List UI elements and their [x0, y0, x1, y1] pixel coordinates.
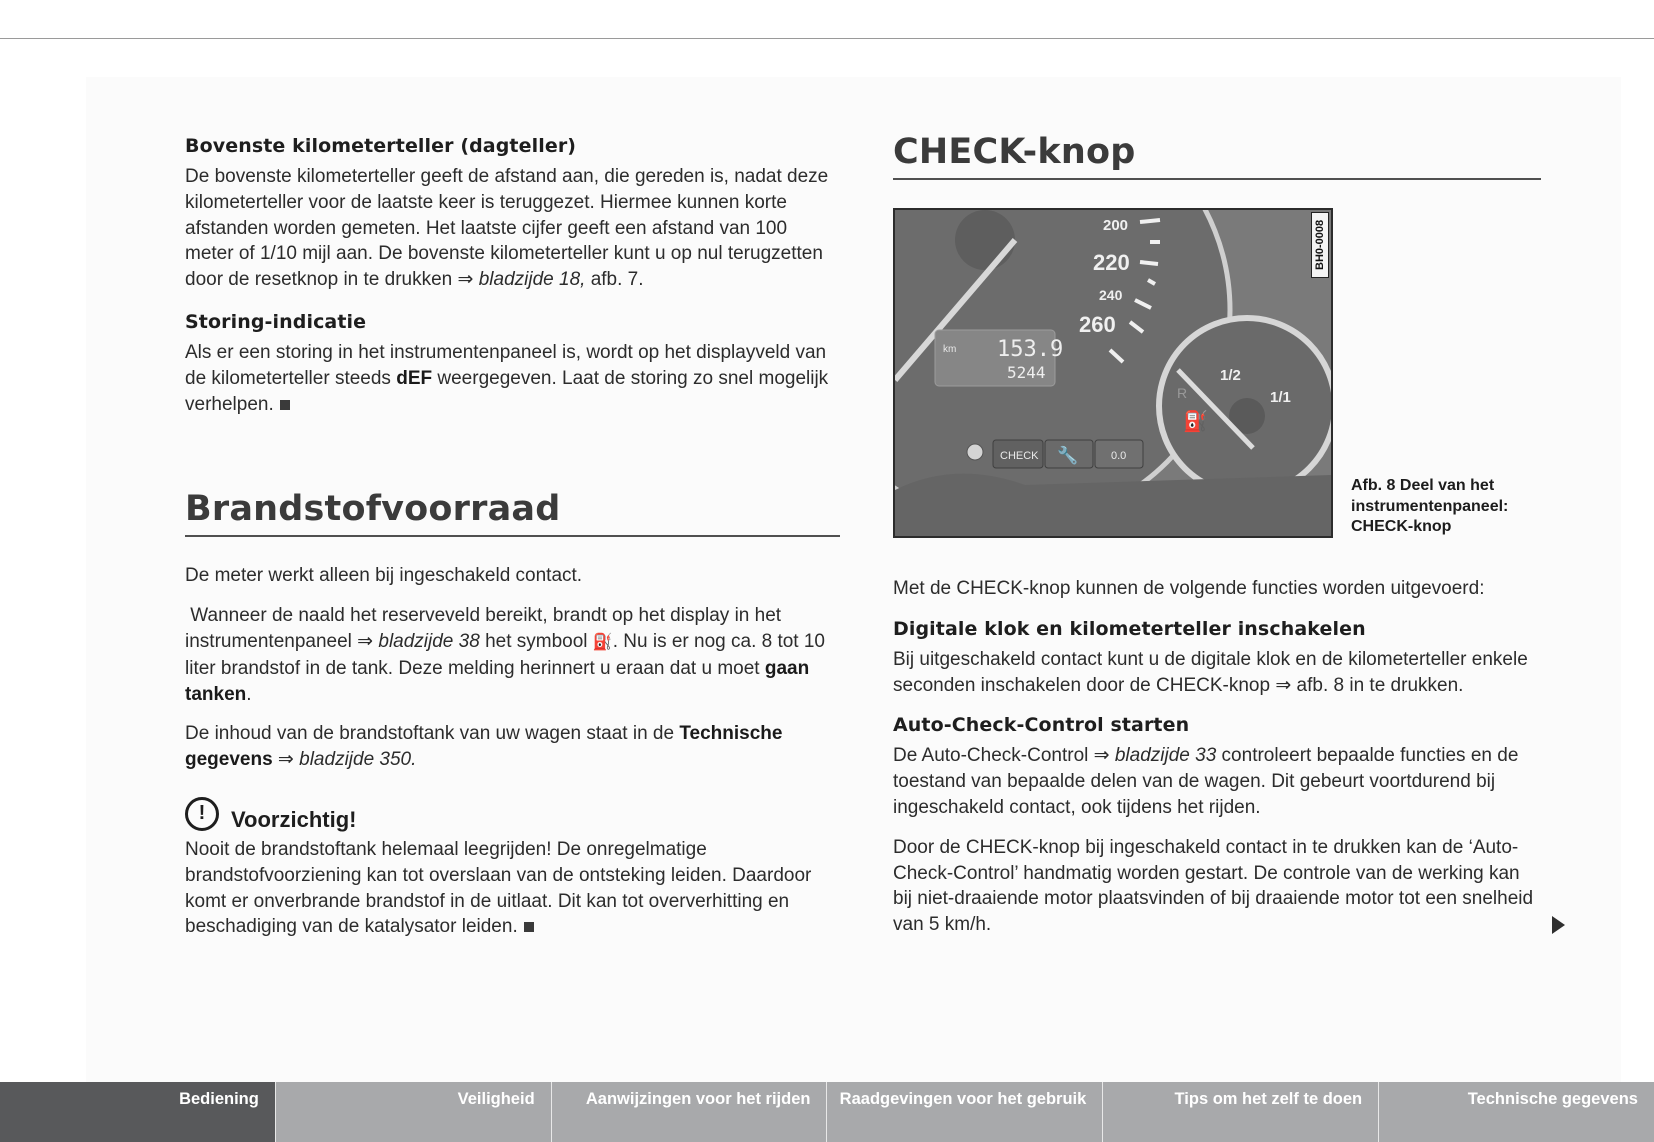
right-column — [893, 130, 1543, 938]
heading-auto-check: Auto-Check-Control starten — [893, 714, 1190, 737]
ref-arrow: ⇒ — [457, 269, 474, 291]
warning-header — [185, 795, 840, 833]
page-link[interactable]: bladzijde 18, — [478, 269, 586, 291]
paragraph-digitale-klok: Bij uitgeschakeld contact kunt u de digitale klok en de kilometerteller enkele seconden inschakelen door de CHECK-knop ⇒ afb. 8 in te drukken. — [893, 648, 1528, 696]
svg-text:0.0: 0.0 — [1111, 450, 1127, 462]
paragraph-storing: Als er een storing in het instrumentenpaneel is, wordt op het displayveld van de kilometerteller steeds dEF weergegeven. Laat de storing zo snel mogelijk verhelpen. — [185, 341, 829, 415]
svg-text:1/2: 1/2 — [1220, 367, 1241, 384]
dashboard-image — [893, 208, 1333, 538]
tab-raadgevingen[interactable]: Raadgevingen voor het gebruik — [826, 1082, 1102, 1142]
paragraph-auto-check-2: Door de CHECK-knop bij ingeschakeld contact in te drukken kan de ‘Auto-Check-Control’ handmatig worden gestart. De controle van de werking kan bij niet-draaiende motor plaatsvinden of bij draaiende motor tot een snelheid van 5 km/h. — [893, 836, 1534, 936]
paragraph-intro: Met de CHECK-knop kunnen de volgende functies worden uitgevoerd: — [893, 578, 1485, 599]
svg-text:220: 220 — [1093, 250, 1130, 275]
section-title-brandstof: Brandstofvoorraad — [185, 489, 561, 530]
fuel-pump-icon: ⛽ — [592, 633, 613, 651]
tab-technische-gegevens[interactable]: Technische gegevens — [1378, 1082, 1654, 1142]
heading-digitale-klok: Digitale klok en kilometerteller inschakelen — [893, 617, 1366, 640]
paragraph-meter: De meter werkt alleen bij ingeschakeld contact. — [185, 565, 583, 587]
paragraph-dagteller: De bovenste kilometerteller geeft de afstand aan, die gereden is, nadat deze kilometerteller voor de laatste keer is teruggezet. Hiermee kunnen korte afstanden worden gemeten. Het laatste cijfer geeft een afstand van 100 meter of 1/10 mijl aan. De bovenste kilometerteller kunt u op nul terugzetten door de resetknop in te drukken ⇒ bladzijde 18, afb. 7. — [185, 166, 829, 291]
warning-text: Nooit de brandstoftank helemaal leegrijden! De onregelmatige brandstofvoorziening kan tot overslaan van de ontsteking leiden. Daardoor komt er onverbrande brandstof in de uitlaat. Dit kan tot oververhitting en beschadiging van de katalysator leiden. — [185, 838, 812, 938]
page-link[interactable]: bladzijde 350. — [299, 749, 417, 771]
svg-text:260: 260 — [1079, 312, 1116, 337]
left-column — [185, 135, 840, 940]
tab-bediening[interactable]: Bediening — [0, 1082, 275, 1142]
svg-text:R: R — [1177, 385, 1188, 401]
figure — [893, 208, 1543, 548]
chapter-tabs — [0, 1082, 1654, 1142]
warning-exclamation-icon: ! — [185, 797, 219, 831]
svg-text:🔧: 🔧 — [1057, 446, 1079, 465]
tab-veiligheid[interactable]: Veiligheid — [275, 1082, 551, 1142]
warning-title: Voorzichtig! — [231, 806, 357, 832]
tab-aanwijzingen[interactable]: Aanwijzingen voor het rijden — [551, 1082, 827, 1142]
paragraph-auto-check-1: De Auto-Check-Control ⇒ bladzijde 33 controleert bepaalde functies en de toestand van bepaalde delen van de wagen. Dit gebeurt voortdurend bij ingeschakeld contact, ook tijdens het rijden. — [893, 745, 1519, 818]
page-link[interactable]: bladzijde 38 — [378, 630, 480, 652]
paragraph-tank-capacity: De inhoud van de brandstoftank van uw wagen staat in de Technische gegevens ⇒ bladzijde 350. — [185, 723, 783, 771]
svg-text:1/1: 1/1 — [1270, 389, 1291, 406]
end-mark-icon — [280, 400, 290, 410]
svg-text:km: km — [943, 344, 957, 355]
svg-text:CHECK: CHECK — [1000, 450, 1039, 462]
page-link[interactable]: bladzijde 33 — [1109, 745, 1217, 767]
section-rule — [893, 178, 1541, 180]
svg-text:⛽: ⛽ — [1183, 411, 1208, 433]
top-rule — [0, 38, 1654, 39]
figure-caption: Afb. 8 Deel van het instrumentenpaneel: CHECK-knop — [1351, 477, 1509, 535]
section-title-check: CHECK-knop — [893, 132, 1136, 172]
heading-storing: Storing-indicatie — [185, 310, 367, 333]
instrument-panel-illustration — [895, 210, 1331, 536]
svg-text:240: 240 — [1099, 287, 1123, 303]
figure-code: BH0-0008 — [1311, 212, 1329, 278]
svg-text:153.9: 153.9 — [997, 337, 1064, 362]
end-mark-icon — [524, 922, 534, 932]
paragraph-reserve: Wanneer de naald het reserveveld bereikt, brandt op het display in het instrumentenpaneel ⇒ bladzijde 38 het symbool ⛽. Nu is er nog ca. 8 tot 10 liter brandstof in de tank. Deze melding herinnert u eraan dat u moet gaan tanken. — [185, 605, 826, 705]
continue-arrow-icon[interactable] — [1552, 916, 1565, 934]
heading-dagteller: Bovenste kilometerteller (dagteller) — [185, 135, 577, 157]
tab-tips[interactable]: Tips om het zelf te doen — [1102, 1082, 1378, 1142]
svg-text:5244: 5244 — [1007, 363, 1046, 382]
speed-label-200: 200 — [1103, 217, 1129, 234]
